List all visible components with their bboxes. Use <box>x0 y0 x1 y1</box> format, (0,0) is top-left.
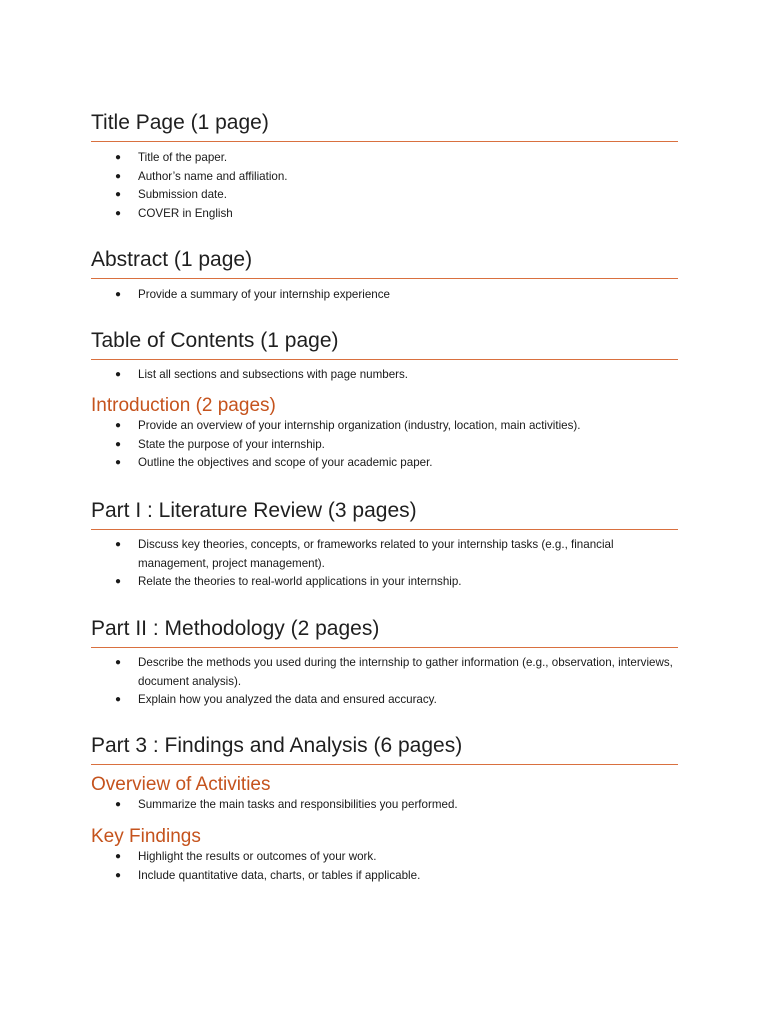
list-item: ● Submission date. <box>91 186 678 205</box>
bullet-list <box>91 366 678 385</box>
section-overview-of-activities <box>91 773 678 815</box>
section-key-findings <box>91 825 678 885</box>
section-literature-review <box>91 498 678 592</box>
bullet-list <box>91 796 678 815</box>
bullet-icon: ● <box>115 170 122 182</box>
bullet-icon: ● <box>115 438 122 450</box>
bullet-icon: ● <box>115 694 122 706</box>
list-item: ● List all sections and subsections with page numbers. <box>91 366 678 385</box>
section-title-page <box>91 110 678 223</box>
list-item: ● Discuss key theories, concepts, or frameworks related to your internship tasks (e.g., financial management, project management). <box>115 538 614 570</box>
bullet-list <box>91 149 678 223</box>
bullet-list <box>91 286 678 305</box>
list-item: ● Provide a summary of your internship experience <box>91 286 678 305</box>
list-item: ● Highlight the results or outcomes of your work. <box>91 848 678 867</box>
bullet-list <box>91 848 678 885</box>
bullet-icon: ● <box>115 189 122 201</box>
bullet-icon: ● <box>115 420 122 431</box>
bullet-list <box>91 417 678 473</box>
list-item: ● Author’s name and affiliation. <box>91 168 678 187</box>
section-methodology <box>91 616 678 710</box>
list-item: ● COVER in English <box>91 205 678 224</box>
list-item: ● Explain how you analyzed the data and ensured accuracy. <box>91 691 678 710</box>
section-subheading: Overview of Activities <box>91 774 271 795</box>
list-item: ● State the purpose of your internship. <box>91 436 678 455</box>
list-item: ● Title of the paper. <box>91 149 678 168</box>
section-heading: Title Page (1 page) <box>91 110 678 142</box>
list-item: ● Summarize the main tasks and responsibilities you performed. <box>91 796 678 815</box>
list-item: ● Outline the objectives and scope of your academic paper. <box>91 454 678 473</box>
section-subheading: Introduction (2 pages) <box>91 395 276 416</box>
list-item: ● Relate the theories to real-world applications in your internship. <box>91 573 678 592</box>
bullet-icon: ● <box>115 457 122 469</box>
section-heading: Abstract (1 page) <box>91 247 678 279</box>
section-findings-and-analysis <box>91 733 678 765</box>
section-subheading: Key Findings <box>91 826 201 847</box>
section-heading: Part 3 : Findings and Analysis (6 pages) <box>91 733 678 765</box>
bullet-icon: ● <box>115 869 122 881</box>
bullet-icon: ● <box>115 152 122 163</box>
section-heading: Table of Contents (1 page) <box>91 328 678 360</box>
bullet-icon: ● <box>115 576 122 588</box>
bullet-icon: ● <box>115 207 122 219</box>
bullet-icon: ● <box>115 539 122 550</box>
section-table-of-contents <box>91 328 678 385</box>
bullet-icon: ● <box>115 289 122 300</box>
list-item: ● Provide an overview of your internship organization (industry, location, main activities). <box>91 417 678 436</box>
bullet-list <box>91 536 678 592</box>
list-item: ● Include quantitative data, charts, or tables if applicable. <box>91 867 678 886</box>
section-heading: Part I : Literature Review (3 pages) <box>91 498 678 530</box>
bullet-icon: ● <box>115 369 122 380</box>
section-abstract <box>91 247 678 305</box>
bullet-list <box>91 654 678 710</box>
bullet-icon: ● <box>115 799 122 810</box>
bullet-icon: ● <box>115 657 122 668</box>
section-introduction <box>91 394 678 473</box>
section-heading: Part II : Methodology (2 pages) <box>91 616 678 648</box>
list-item: ● Describe the methods you used during the internship to gather information (e.g., observation, interviews, document analysis). <box>115 656 673 688</box>
bullet-icon: ● <box>115 851 122 862</box>
